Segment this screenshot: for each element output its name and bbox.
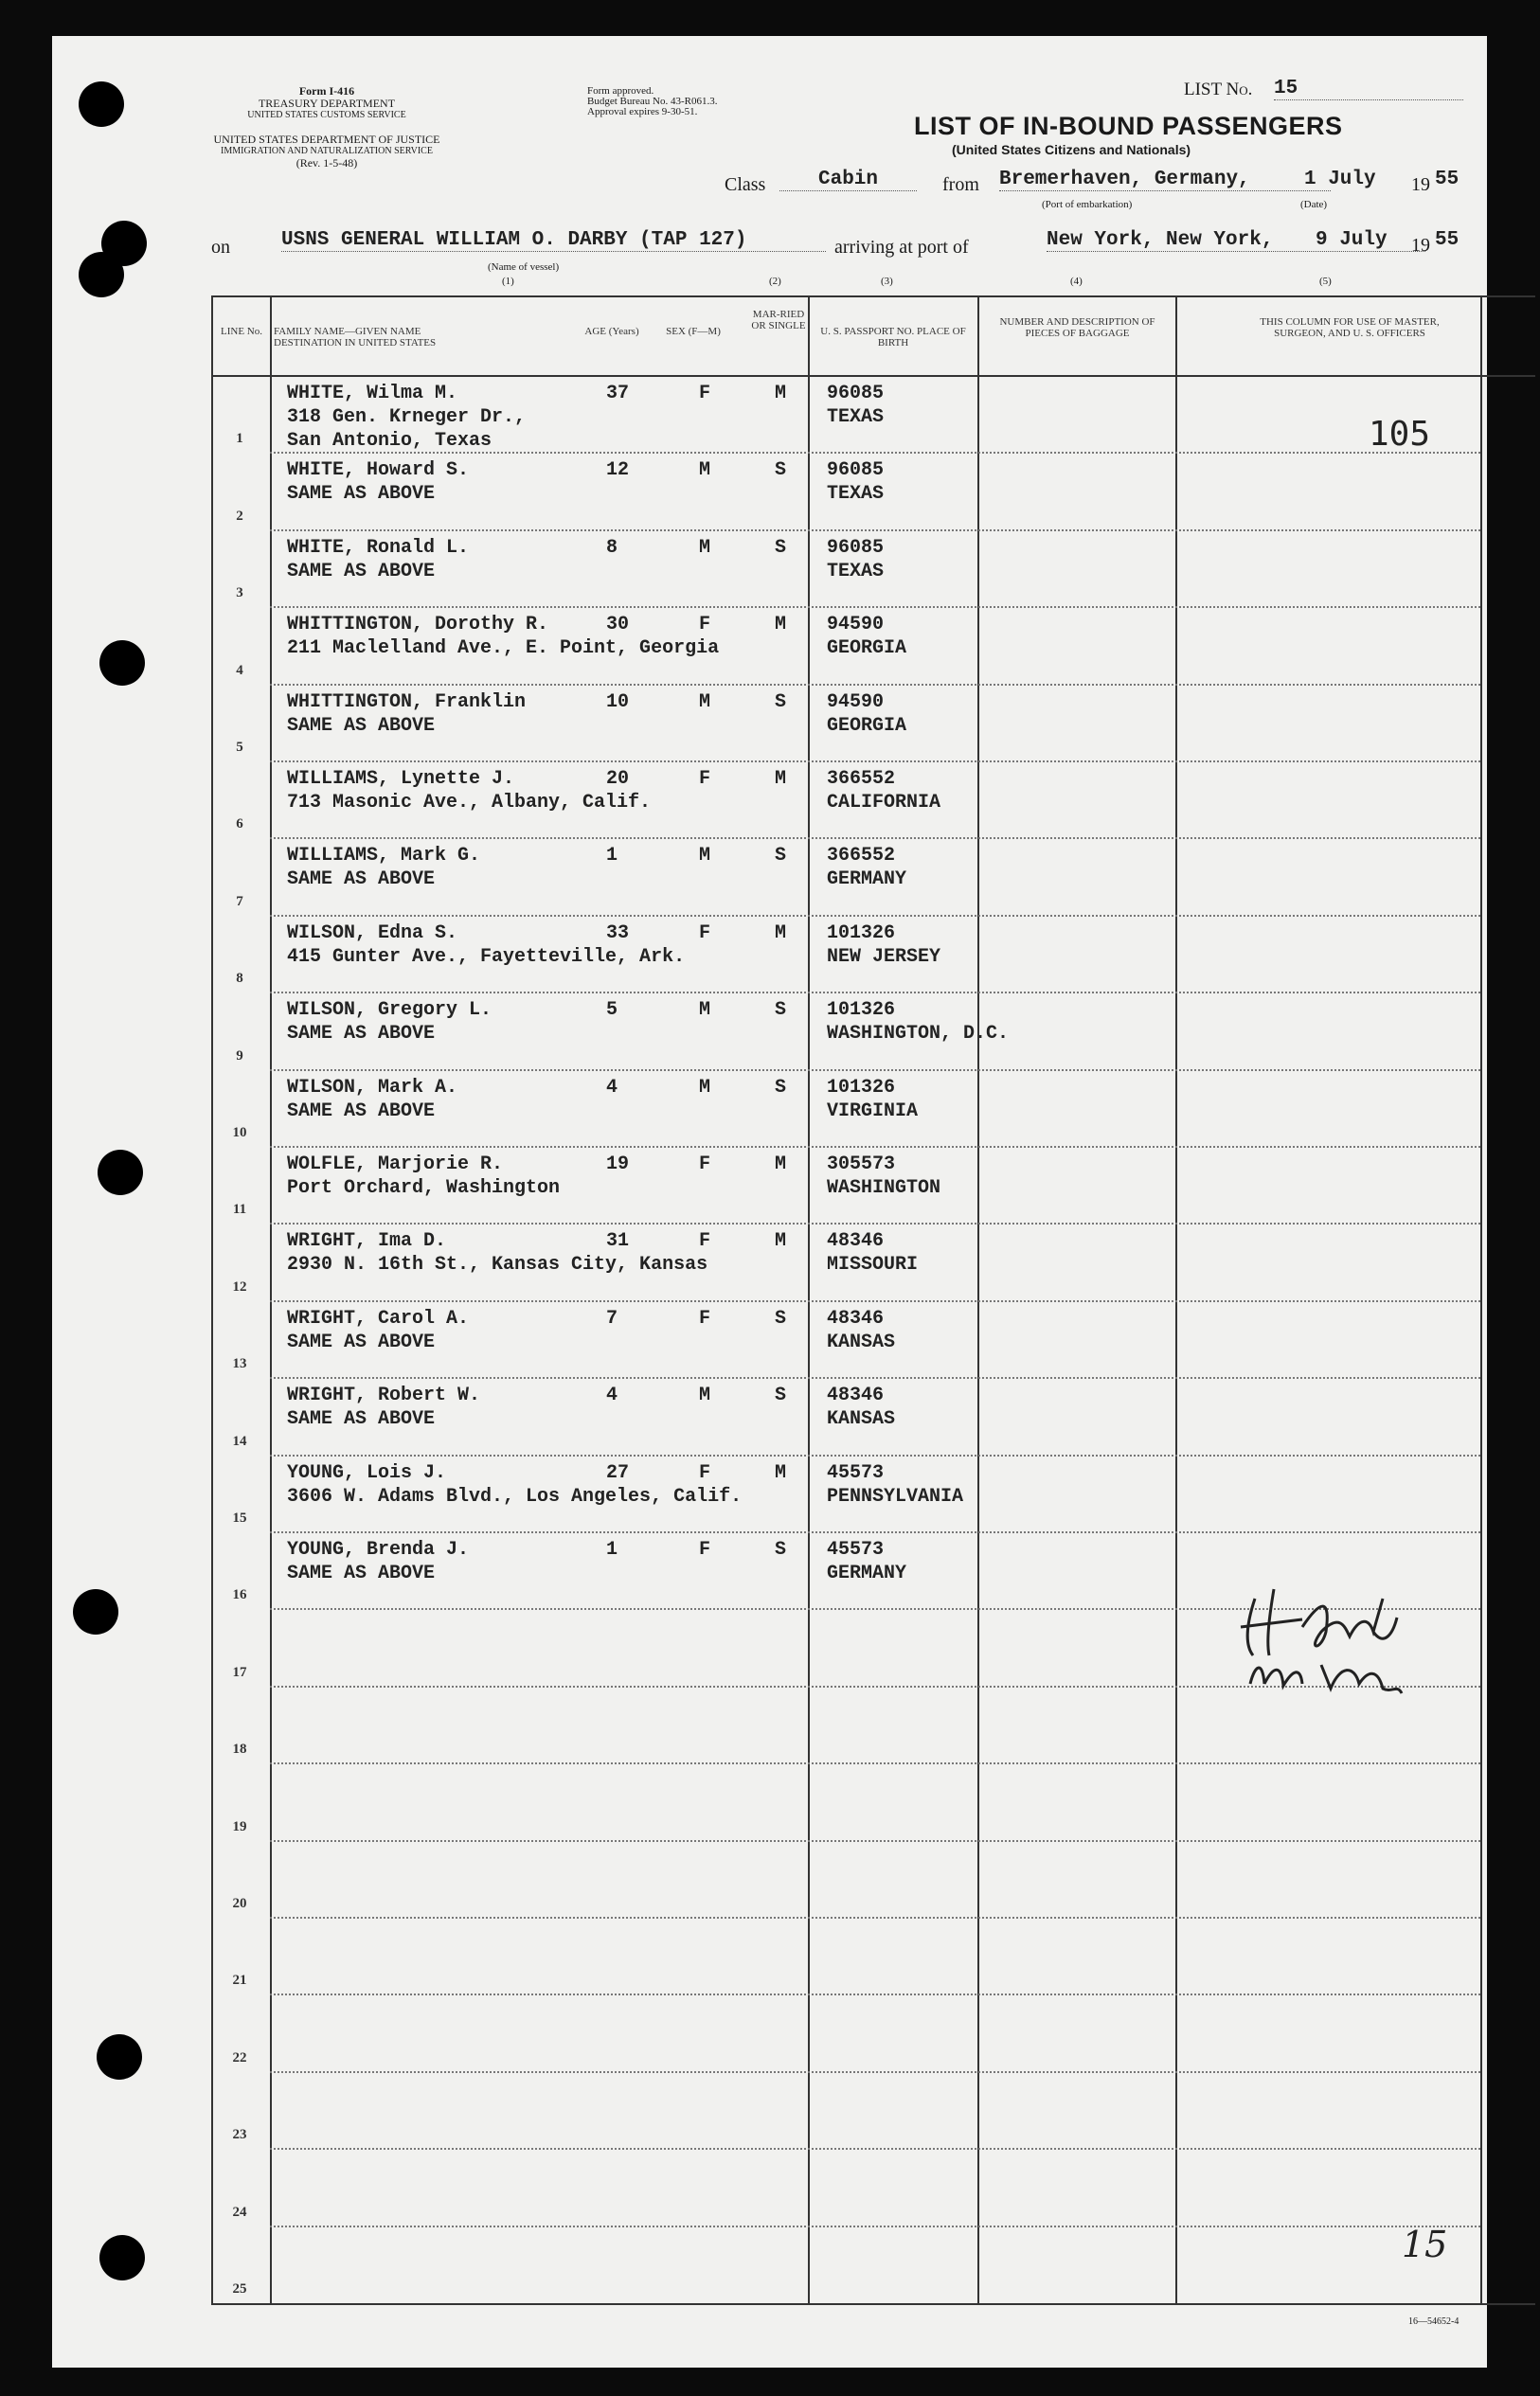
marital-status: S	[775, 1539, 787, 1561]
line-number: 9	[236, 1047, 243, 1064]
marital-status: M	[775, 921, 787, 944]
table-row	[52, 375, 1487, 452]
header-baggage: NUMBER AND DESCRIPTION OF PIECES OF BAGGAGE	[999, 316, 1155, 339]
arriving-label: arriving at port of	[834, 237, 969, 258]
place-of-birth: KANSAS	[827, 1331, 896, 1353]
destination: 415 Gunter Ave., Fayetteville, Ark.	[287, 945, 686, 968]
passenger-name: WOLFLE, Marjorie R.	[287, 1153, 504, 1175]
place-of-birth: WASHINGTON, D.C.	[827, 1023, 1010, 1046]
age: 10	[606, 690, 630, 713]
passenger-name: YOUNG, Lois J.	[287, 1461, 447, 1484]
place-of-birth: WASHINGTON	[827, 1177, 941, 1199]
sex: M	[699, 690, 711, 713]
line-number: 12	[232, 1278, 247, 1295]
passenger-name: WILSON, Edna S.	[287, 921, 458, 944]
line-number: 8	[236, 971, 243, 987]
passport-number: 96085	[827, 383, 885, 404]
class-label: Class	[725, 174, 766, 195]
age: 31	[606, 1230, 630, 1253]
class-value: Cabin	[779, 169, 917, 191]
inspector-signature	[1189, 1561, 1473, 1712]
line-number: 7	[236, 893, 243, 909]
destination: SAME AS ABOVE	[287, 714, 436, 737]
marital-status: M	[775, 1153, 787, 1175]
line-number: 13	[232, 1356, 247, 1372]
passport-number: 101326	[827, 921, 896, 944]
age: 7	[606, 1307, 618, 1330]
line-number: 21	[232, 1973, 247, 1989]
arrival-port: New York, New York,	[1047, 229, 1425, 252]
table-row	[52, 1762, 1487, 1839]
sex: M	[699, 1385, 711, 1407]
col-number-4: (4)	[1070, 276, 1083, 287]
passenger-name: WILSON, Mark A.	[287, 1076, 458, 1099]
passport-number: 366552	[827, 768, 896, 790]
place-of-birth: TEXAS	[827, 483, 885, 506]
line-number: 1	[236, 431, 243, 447]
table-bottom-border	[211, 2303, 1535, 2305]
passport-number: 94590	[827, 690, 885, 713]
line-number: 17	[232, 1664, 247, 1680]
passport-number: 45573	[827, 1461, 885, 1484]
sex: M	[699, 999, 711, 1022]
age: 30	[606, 614, 630, 636]
destination: SAME AS ABOVE	[287, 1331, 436, 1353]
header-officers: THIS COLUMN FOR USE OF MASTER, SURGEON, AND U. S. OFFICERS	[1260, 316, 1440, 339]
vessel-name: USNS GENERAL WILLIAM O. DARBY (TAP 127)	[281, 229, 826, 252]
marital-status: S	[775, 999, 787, 1022]
sex: F	[699, 1153, 711, 1175]
passport-number: 48346	[827, 1307, 885, 1330]
marital-status: S	[775, 1385, 787, 1407]
page-subtitle: (United States Citizens and Nationals)	[952, 142, 1191, 157]
list-no-value: 15	[1274, 78, 1463, 100]
age: 12	[606, 459, 630, 482]
list-no-label: LIST No.	[1184, 80, 1253, 99]
arrival-date: 9 July	[1316, 229, 1388, 251]
table-top-border	[211, 295, 1535, 297]
destination: 3606 W. Adams Blvd., Los Angeles, Calif.	[287, 1485, 743, 1508]
table-row	[52, 684, 1487, 760]
passenger-name: WILLIAMS, Lynette J.	[287, 768, 515, 790]
sex: M	[699, 845, 711, 867]
table-row	[52, 1994, 1487, 2070]
passport-number: 96085	[827, 459, 885, 482]
destination: SAME AS ABOVE	[287, 1023, 436, 1046]
destination: 713 Masonic Ave., Albany, Calif.	[287, 792, 652, 814]
age: 5	[606, 999, 618, 1022]
destination: SAME AS ABOVE	[287, 1100, 436, 1122]
passport-number: 48346	[827, 1385, 885, 1407]
dept-treasury: TREASURY DEPARTMENT	[258, 97, 396, 110]
line-number: 20	[232, 1895, 247, 1911]
header-passport: U. S. PASSPORT NO. PLACE OF BIRTH	[820, 326, 966, 349]
marital-status: S	[775, 1307, 787, 1330]
destination: Port Orchard, Washington	[287, 1177, 561, 1199]
col-number-5: (5)	[1319, 276, 1332, 287]
header-married: MAR-RIED OR SINGLE	[751, 309, 806, 331]
destination: 2930 N. 16th St., Kansas City, Kansas	[287, 1254, 708, 1277]
passenger-name: WHITE, Wilma M.	[287, 383, 458, 404]
sex: F	[699, 1230, 711, 1253]
age: 4	[606, 1385, 618, 1407]
passport-number: 366552	[827, 845, 896, 867]
marital-status: S	[775, 1076, 787, 1099]
destination: SAME AS ABOVE	[287, 868, 436, 891]
table-row	[52, 2071, 1487, 2148]
line-number: 15	[232, 1510, 247, 1526]
from-label: from	[942, 174, 979, 195]
table-row	[52, 837, 1487, 914]
place-of-birth: KANSAS	[827, 1408, 896, 1431]
age: 19	[606, 1153, 630, 1175]
sex: M	[699, 536, 711, 559]
table-row	[52, 1146, 1487, 1223]
marital-status: M	[775, 768, 787, 790]
line-number: 25	[232, 2280, 247, 2297]
year-prefix: 19	[1411, 174, 1430, 195]
passport-number: 96085	[827, 536, 885, 559]
place-of-birth: PENNSYLVANIA	[827, 1485, 964, 1508]
officer-count: 105	[1369, 415, 1431, 454]
destination: SAME AS ABOVE	[287, 1408, 436, 1431]
destination: SAME AS ABOVE	[287, 1563, 436, 1584]
place-of-birth: TEXAS	[827, 560, 885, 582]
form-number: Form I-416	[298, 84, 355, 98]
table-row	[52, 1377, 1487, 1454]
departure-date: 1 July	[1304, 169, 1376, 190]
age: 1	[606, 845, 618, 867]
table-row	[52, 2226, 1487, 2302]
table-row	[52, 1300, 1487, 1377]
passport-number: 101326	[827, 1076, 896, 1099]
passenger-name: WRIGHT, Ima D.	[287, 1230, 447, 1253]
passport-number: 305573	[827, 1153, 896, 1175]
passenger-name: WHITE, Ronald L.	[287, 536, 470, 559]
passenger-name: WHITTINGTON, Franklin	[287, 690, 527, 713]
destination-line-2: San Antonio, Texas	[287, 430, 492, 452]
departure-year: 55	[1435, 169, 1459, 190]
line-number: 2	[236, 508, 243, 524]
footer-code: 16—54652-4	[1408, 2316, 1459, 2327]
line-number: 24	[232, 2204, 247, 2220]
passenger-name: WILLIAMS, Mark G.	[287, 845, 481, 867]
line-number: 18	[232, 1742, 247, 1758]
table-row	[52, 1069, 1487, 1146]
bottom-mark: 15	[1402, 2224, 1448, 2265]
approval-2: Budget Bureau No. 43-R061.3.	[587, 96, 718, 107]
passport-number: 45573	[827, 1539, 885, 1561]
sex: M	[699, 1076, 711, 1099]
passenger-name: WRIGHT, Carol A.	[287, 1307, 470, 1330]
sex: F	[699, 1307, 711, 1330]
line-number: 10	[232, 1124, 247, 1140]
passport-number: 94590	[827, 614, 885, 636]
approval-3: Approval expires 9-30-51.	[587, 106, 698, 117]
marital-status: M	[775, 1230, 787, 1253]
line-number: 4	[236, 662, 243, 678]
age: 27	[606, 1461, 630, 1484]
line-number: 23	[232, 2127, 247, 2143]
age: 33	[606, 921, 630, 944]
place-of-birth: MISSOURI	[827, 1254, 919, 1277]
header-age: AGE (Years)	[584, 326, 639, 337]
line-number: 3	[236, 585, 243, 601]
binder-hole	[79, 252, 124, 297]
sex: F	[699, 768, 711, 790]
page-title: LIST OF IN-BOUND PASSENGERS	[914, 112, 1343, 140]
age: 8	[606, 536, 618, 559]
arrival-year: 55	[1435, 229, 1459, 251]
place-of-birth: NEW JERSEY	[827, 945, 941, 968]
dept-ins: IMMIGRATION AND NATURALIZATION SERVICE	[221, 146, 433, 156]
from-value: Bremerhaven, Germany,	[999, 169, 1331, 191]
sex: F	[699, 1539, 711, 1561]
binder-hole	[79, 81, 124, 127]
place-of-birth: CALIFORNIA	[827, 792, 941, 814]
destination: SAME AS ABOVE	[287, 560, 436, 582]
table-row	[52, 1840, 1487, 1917]
on-label: on	[211, 237, 230, 258]
header-line-no: LINE No.	[221, 326, 262, 337]
marital-status: M	[775, 383, 787, 404]
table-row	[52, 760, 1487, 837]
destination: SAME AS ABOVE	[287, 483, 436, 506]
table-row	[52, 1455, 1487, 1531]
place-of-birth: VIRGINIA	[827, 1100, 919, 1122]
line-number: 19	[232, 1818, 247, 1834]
manifest-page	[52, 36, 1487, 2368]
place-of-birth: TEXAS	[827, 406, 885, 428]
col-number-1: (1)	[502, 276, 514, 287]
age: 4	[606, 1076, 618, 1099]
table-row	[52, 992, 1487, 1068]
marital-status: S	[775, 690, 787, 713]
line-number: 6	[236, 816, 243, 832]
line-number: 22	[232, 2049, 247, 2065]
table-row	[52, 1223, 1487, 1299]
destination: 318 Gen. Krneger Dr.,	[287, 406, 527, 428]
passenger-name: WHITE, Howard S.	[287, 459, 470, 482]
header-name: FAMILY NAME—GIVEN NAME DESTINATION IN UNITED STATES	[274, 326, 437, 349]
age: 1	[606, 1539, 618, 1561]
destination: 211 Maclelland Ave., E. Point, Georgia	[287, 637, 720, 660]
approval-1: Form approved.	[587, 85, 654, 97]
sex: F	[699, 614, 711, 636]
marital-status: M	[775, 614, 787, 636]
line-number: 11	[232, 1202, 247, 1218]
sex: M	[699, 459, 711, 482]
sex: F	[699, 1461, 711, 1484]
col-number-2: (2)	[769, 276, 781, 287]
place-of-birth: GERMANY	[827, 868, 907, 891]
sex: F	[699, 921, 711, 944]
table-row	[52, 2148, 1487, 2225]
arrival-year-prefix: 19	[1411, 235, 1430, 256]
place-of-birth: GEORGIA	[827, 637, 907, 660]
table-row	[52, 606, 1487, 683]
sex: F	[699, 383, 711, 404]
place-of-birth: GEORGIA	[827, 714, 907, 737]
port-caption: (Port of embarkation)	[1042, 199, 1133, 210]
table-row	[52, 529, 1487, 606]
col-number-3: (3)	[881, 276, 893, 287]
vessel-caption: (Name of vessel)	[488, 261, 560, 273]
passenger-name: YOUNG, Brenda J.	[287, 1539, 470, 1561]
line-number: 14	[232, 1433, 247, 1449]
table-row	[52, 915, 1487, 992]
table-row	[52, 1917, 1487, 1994]
marital-status: S	[775, 845, 787, 867]
line-number: 16	[232, 1587, 247, 1603]
passenger-name: WHITTINGTON, Dorothy R.	[287, 614, 549, 636]
passenger-name: WRIGHT, Robert W.	[287, 1385, 481, 1407]
dept-justice: UNITED STATES DEPARTMENT OF JUSTICE	[213, 133, 440, 146]
line-number: 5	[236, 739, 243, 755]
place-of-birth: GERMANY	[827, 1563, 907, 1584]
age: 20	[606, 768, 630, 790]
passenger-name: WILSON, Gregory L.	[287, 999, 492, 1022]
passport-number: 48346	[827, 1230, 885, 1253]
marital-status: M	[775, 1461, 787, 1484]
age: 37	[606, 383, 630, 404]
date-caption: (Date)	[1300, 199, 1328, 210]
header-sex: SEX (F—M)	[666, 326, 721, 337]
table-row	[52, 452, 1487, 528]
rev-date: (Rev. 1-5-48)	[295, 156, 358, 170]
marital-status: S	[775, 459, 787, 482]
marital-status: S	[775, 536, 787, 559]
dept-customs: UNITED STATES CUSTOMS SERVICE	[247, 110, 406, 120]
passport-number: 101326	[827, 999, 896, 1022]
